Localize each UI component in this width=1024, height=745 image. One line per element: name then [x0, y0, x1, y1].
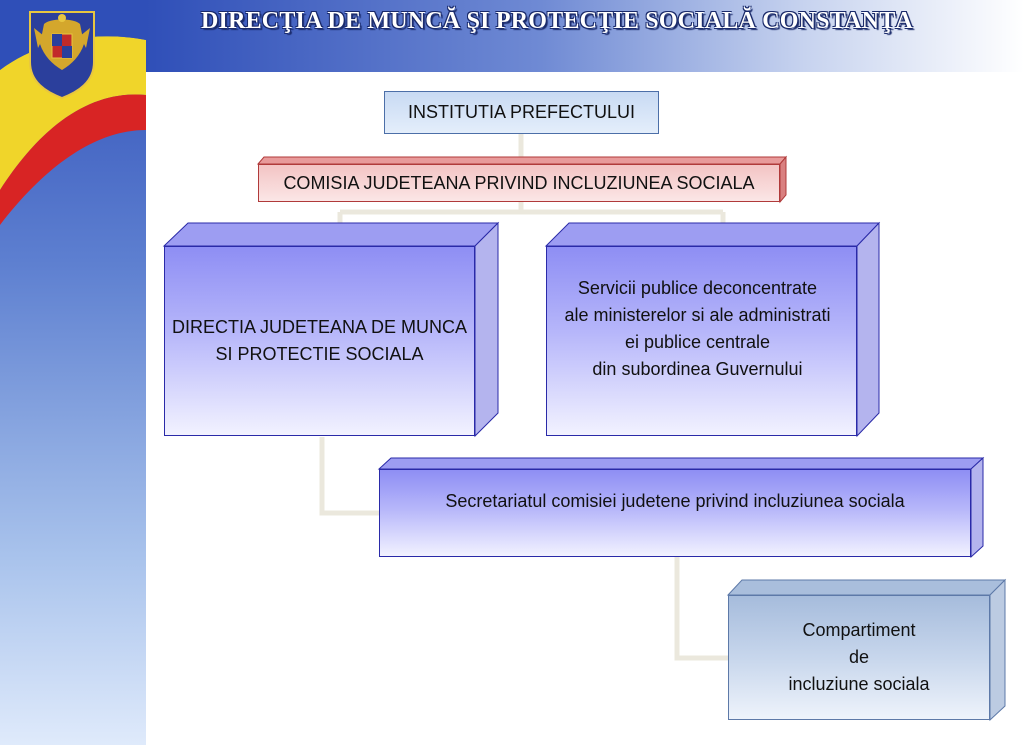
box-social-inclusion-compartment: Compartiment de incluziune sociala: [728, 595, 990, 720]
box-prefect-institution: INSTITUTIA PREFECTULUI: [384, 91, 659, 134]
box-county-commission: COMISIA JUDETEANA PRIVIND INCLUZIUNEA SOCIALA: [258, 164, 780, 202]
box-commission-secretariat: Secretariatul comisiei judetene privind incluziunea sociala: [379, 469, 971, 557]
public-services-label: Servicii publice deconcentrate ale ministerelor si ale administrati ei publice centrale din subordinea Guvernului: [564, 278, 831, 379]
box-deconcentrated-public-services: [546, 246, 857, 436]
page-title: DIRECŢIA DE MUNCĂ ŞI PROTECŢIE SOCIALĂ CONSTANŢA: [201, 8, 913, 34]
box-county-labour-directorate: DIRECTIA JUDETEANA DE MUNCA SI PROTECTIE SOCIALA: [164, 246, 475, 436]
